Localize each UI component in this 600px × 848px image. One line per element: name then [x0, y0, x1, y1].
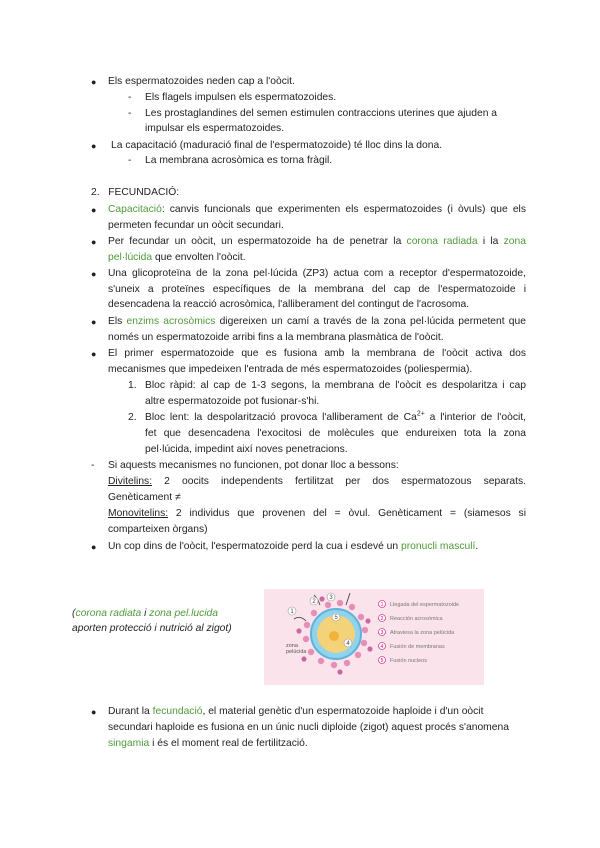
term-corona-radiada: corona radiada: [406, 236, 478, 247]
text-line: mecanismes que impedeixen l'entrada de més espermatozoides (poliespermia).: [108, 364, 473, 375]
text-line: Si aquests mecanismes no funcionen, pot donar lloc a bessons:: [108, 460, 399, 471]
text-line: impulsar els espermatozoides.: [145, 123, 285, 134]
zona-label: zona: [286, 643, 298, 649]
text-line: [108, 507, 526, 521]
text-span: i la: [477, 236, 504, 247]
figure-marker: 4: [346, 641, 350, 647]
text-line: Els espermatozoides neden cap a l'oòcit.: [108, 76, 295, 87]
legend-item: Fusión nucleos: [390, 658, 427, 664]
term-capacitacio: Capacitació: [108, 204, 162, 215]
bullet-dot: ●: [91, 542, 97, 552]
text-line: només un espermatozoide arribi fins a la membrana plasmàtica de l'oòcit.: [108, 332, 444, 343]
legend-number: 1: [380, 602, 384, 608]
text-line: pel·lúcida, impedint així noves penetracions.: [145, 444, 348, 455]
figure-marker: 3: [329, 595, 333, 601]
text-span: 2 individus que provenen del = òvul. Genèticament = (siamesos si: [168, 508, 526, 519]
label-monovitelins: Monovitelins:: [108, 508, 169, 519]
legend-number: 3: [380, 630, 384, 636]
dash-marker: -: [128, 155, 132, 166]
text-span: Per fecundar un oòcit, un espermatozoide ha de penetrar la: [108, 236, 407, 247]
bullet-dot: ●: [91, 205, 97, 215]
figure-marker: 1: [290, 609, 294, 615]
text-line: Genèticament ≠: [108, 492, 181, 503]
fertilization-illustration: [264, 589, 484, 685]
text-line: permeten fecundar un oòcit secundari.: [108, 220, 284, 231]
figure-marker: 5: [334, 615, 338, 621]
text-span: (: [72, 608, 76, 619]
text-span: 2 oocits independents fertilitzat per dos espermatozous separats.: [152, 476, 526, 487]
text-line: desencadena la reacció acrosòmica, l'alliberament del contingut de l'acrosoma.: [108, 299, 470, 310]
text-line: Una glicoproteïna de la zona pel·lúcida (ZP3) actua com a receptor d'espermatozoide,: [108, 268, 526, 279]
text-line: Els flagels impulsen els espermatozoides.: [145, 92, 337, 103]
text-line: El primer espermatozoide que es fusiona amb la membrana de l'oòcit activa dos: [108, 348, 526, 359]
text-line: La membrana acrosòmica es torna fràgil.: [145, 155, 333, 166]
fertilization-figure: [264, 589, 484, 685]
section-number: 2.: [91, 187, 100, 198]
text-line: [108, 235, 526, 249]
text-span: Durant la: [108, 706, 153, 717]
text-line: [108, 251, 246, 265]
legend-item: Reacción acrosómica: [390, 616, 443, 622]
text-span: , el material genètic d'un espermatozoide haploide i d'un oòcit: [202, 706, 484, 717]
superscript: 2+: [416, 410, 425, 418]
zona-label-2: pelúcida: [286, 649, 307, 655]
bullet-dot: ●: [91, 269, 97, 279]
term-fecundacio: fecundació: [152, 706, 203, 717]
text-span: que envolten l'oòcit.: [152, 252, 246, 263]
text-line: altre espermatozoide pot fusionar-s'hi.: [145, 396, 320, 407]
bullet-dot: ●: [91, 707, 97, 717]
text-span: Bloc lent: la despolarització provoca l'alliberament de Ca: [145, 412, 417, 423]
list-number: 1.: [128, 380, 137, 391]
text-line: La capacitació (maduració final de l'espermatozoide) té lloc dins la dona.: [111, 140, 443, 151]
caption-term-zona: zona pel.lucida: [149, 608, 218, 619]
text-span: i és el moment real de fertilització.: [149, 738, 308, 749]
label-divitelins: Divitelins:: [108, 476, 153, 487]
legend-number: 2: [380, 616, 384, 622]
term-enzims-acrosomics: enzims acrosòmics: [126, 316, 216, 327]
term-pellucida: pel·lúcida: [108, 252, 153, 263]
figure-caption: [72, 606, 232, 636]
bullet-dot: ●: [91, 237, 97, 247]
text-line: s'uneix a proteïnes específiques de la membrana del cap de l'espermatozoide i: [108, 284, 526, 295]
section-heading: [91, 186, 179, 200]
text-span: digereixen un camí a través de la zona pel·lúcida permetent que: [215, 316, 526, 327]
dash-marker: -: [128, 108, 132, 119]
term-pronucli-masculi: pronucli masculí: [401, 541, 476, 552]
figure-marker: 2: [312, 599, 316, 605]
text-line: comparteixen òrgans): [108, 524, 208, 535]
list-number: 2.: [128, 412, 137, 423]
bullet-dot: ●: [91, 349, 97, 359]
text-line: secundari haploide es fusiona en un únic nucli diploide (zigot) aquest procés s'anomena: [108, 722, 509, 733]
text-line: [145, 411, 526, 425]
text-span: .: [475, 541, 479, 552]
section-title: FECUNDACIÓ:: [108, 187, 180, 198]
dash-marker: -: [91, 460, 95, 471]
bullet-dot: ●: [91, 141, 97, 151]
bullet-dot: ●: [91, 317, 97, 327]
text-line: [108, 475, 526, 489]
legend-item: Llegada del espermatozoide: [390, 602, 460, 608]
legend-number: 5: [380, 658, 384, 664]
text-span: : canvis funcionals que experimenten els espermatozoides (i òvuls) que els: [161, 204, 526, 215]
legend-item: Fusión de membranas: [390, 644, 445, 650]
bullet-dot: ●: [91, 77, 97, 87]
text-span: i: [141, 608, 150, 619]
legend-item: Atraviesa la zona pelúcida: [390, 630, 455, 636]
text-line: [108, 203, 526, 217]
term-singamia: singamia: [108, 738, 150, 749]
text-span: Un cop dins de l'oòcit, l'espermatozoide perd la cua i esdevé un: [108, 541, 401, 552]
term-zona: zona: [503, 236, 526, 247]
dash-marker: -: [128, 92, 132, 103]
text-line: [108, 540, 478, 554]
text-span: a l'interior de l'oòcit,: [424, 412, 527, 423]
text-line: Bloc ràpid: al cap de 1-3 segons, la membrana de l'oòcit es despolaritza i cap: [145, 380, 526, 391]
text-line: [108, 737, 308, 751]
caption-term-corona: corona radiata: [75, 608, 142, 619]
text-line: [108, 315, 526, 329]
text-span: Els: [108, 316, 127, 327]
text-span: aporten protecció i nutrició al zigot): [72, 623, 232, 634]
text-line: fet que desencadena l'exocitosi de molècules que endureixen tota la zona: [145, 428, 526, 439]
text-line: Les prostaglandines del semen estimulen contraccions uterines que ajuden a: [145, 108, 498, 119]
text-line: [108, 705, 483, 719]
legend-number: 4: [380, 644, 384, 650]
